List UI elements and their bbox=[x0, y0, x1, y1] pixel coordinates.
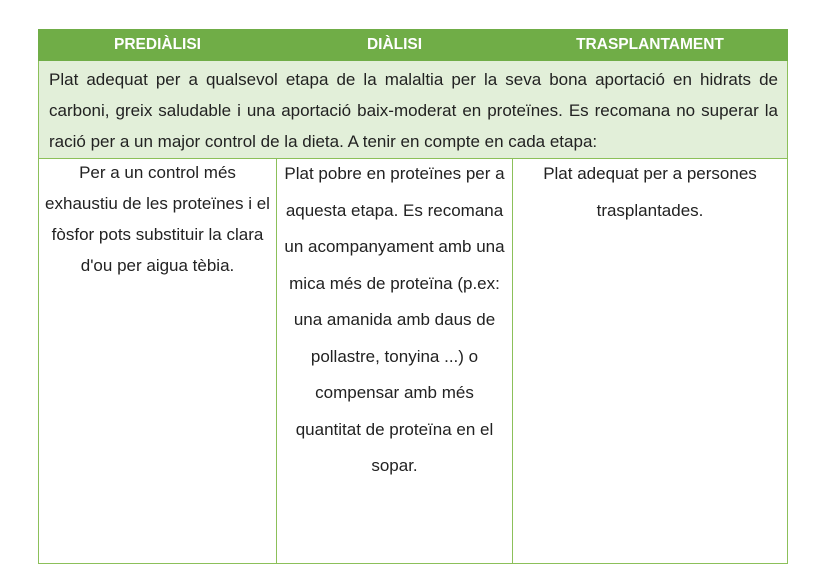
header-dialisi: DIÀLISI bbox=[277, 30, 513, 61]
trasplantament-note: Plat adequat per a persones trasplantades. bbox=[543, 164, 757, 220]
header-predialisi: PREDIÀLISI bbox=[39, 30, 277, 61]
stage-notes-row bbox=[39, 159, 788, 564]
intro-row bbox=[39, 61, 788, 159]
predialisi-cell bbox=[39, 159, 277, 564]
dialisi-cell bbox=[277, 159, 513, 564]
header-trasplantament: TRASPLANTAMENT bbox=[513, 30, 788, 61]
trasplantament-cell bbox=[513, 159, 788, 564]
header-row bbox=[39, 30, 788, 61]
intro-text: Plat adequat per a qualsevol etapa de la malaltia per la seva bona aportació en hidrats de carboni, greix saludable i una aportació baix-moderat en proteïnes. Es recomana no superar la ració per a un major control de la dieta. A tenir en compte en cada etapa: bbox=[39, 61, 788, 159]
diet-stage-table bbox=[38, 29, 788, 564]
dialisi-note: Plat pobre en proteïnes per a aquesta etapa. Es recomana un acompanyament amb una mica més de proteïna (p.ex: una amanida amb daus de pollastre, tonyina ...) o compensar amb més quantitat de proteïna en el sopar. bbox=[284, 164, 505, 475]
predialisi-note: Per a un control més exhaustiu de les proteïnes i el fòsfor pots substituir la clara d'ou per aigua tèbia. bbox=[45, 163, 270, 275]
